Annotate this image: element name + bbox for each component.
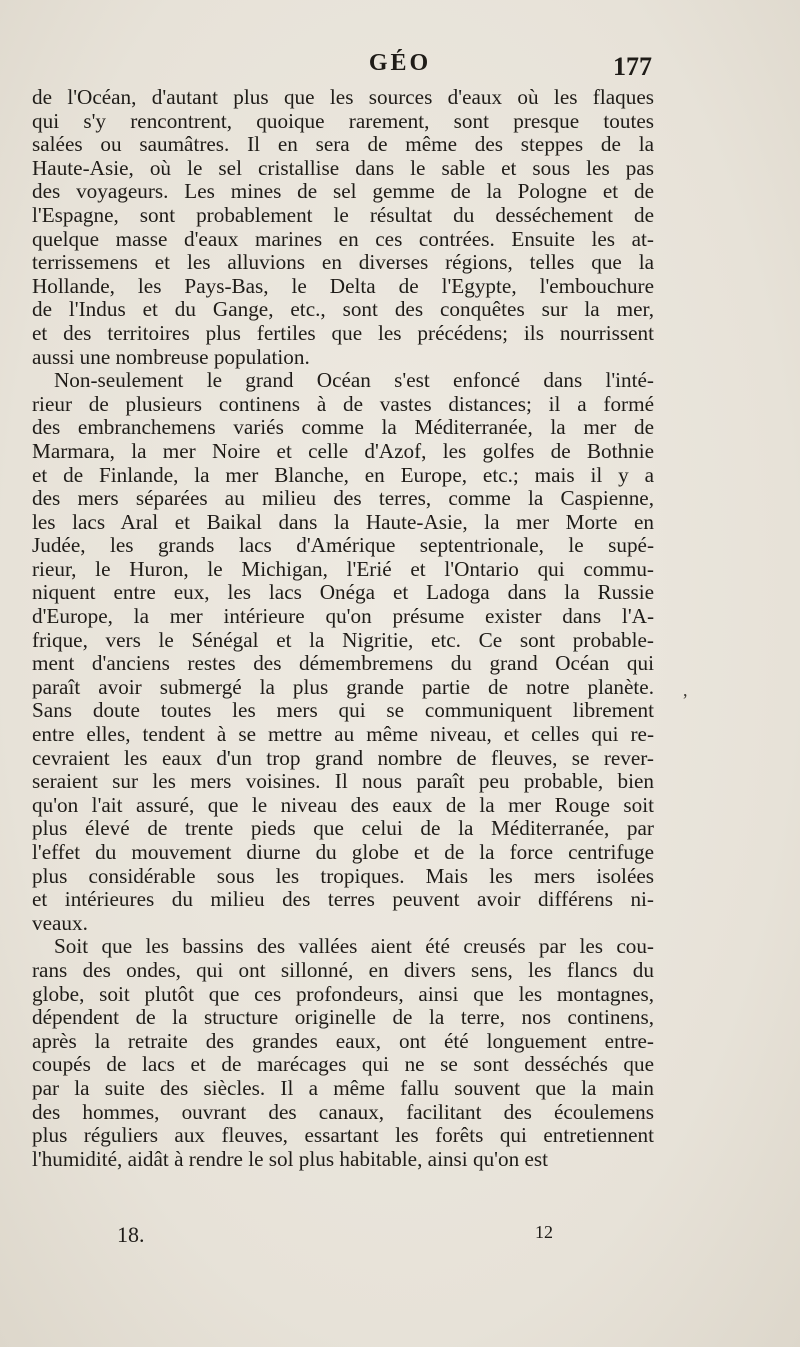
text-line: salées ou saumâtres. Il en sera de même des steppes de la [32,133,654,157]
paragraph-2 [32,369,654,935]
text-line: Hollande, les Pays-Bas, le Delta de l'Egypte, l'embouchure [32,274,654,298]
text-line: ment d'anciens restes des démembremens du grand Océan qui [32,652,654,676]
text-line: de l'Océan, d'autant plus que les sources d'eaux où les flaques [32,86,654,109]
text-line: niquent entre eux, les lacs Onéga et Ladoga dans la Russie [32,581,654,605]
text-line: dépendent de la structure originelle de la terre, nos continens, [32,1006,654,1030]
text-line: de l'Indus et du Gange, etc., sont des conquêtes sur la mer, [32,298,654,322]
text-line: des voyageurs. Les mines de sel gemme de la Pologne et de [32,180,654,204]
body-text [32,86,654,1171]
signature-mark: 18. [117,1222,145,1247]
text-line: et des territoires plus fertiles que les précédens; ils nourrissent [32,321,654,345]
paragraph-1 [32,86,654,369]
text-line: entre elles, tendent à se mettre au même niveau, et celles qui re- [32,723,654,747]
text-line: plus considérable sous les tropiques. Mais les mers isolées [32,864,654,888]
text-line: aussi une nombreuse population. [32,345,310,369]
text-line: rieur, le Huron, le Michigan, l'Erié et l'Ontario qui commu- [32,557,654,581]
text-line: des embranchemens variés comme la Méditerranée, la mer de [32,416,654,440]
text-line: d'Europe, la mer intérieure qu'on présume exister dans l'A- [32,605,654,629]
text-line: des hommes, ouvrant des canaux, facilitant des écoulemens [32,1100,654,1124]
text-line: l'Espagne, sont probablement le résultat du desséchement de [32,203,654,227]
text-line: Non-seulement le grand Océan s'est enfoncé dans l'inté- [54,369,654,393]
text-line: l'effet du mouvement diurne du globe et de la force centrifuge [32,841,654,864]
text-line: quelque masse d'eaux marines en ces contrées. Ensuite les at- [32,227,654,251]
text-line: qui s'y rencontrent, quoique rarement, sont presque toutes [32,109,654,133]
running-title: GÉO [368,50,432,76]
text-line: après la retraite des grandes eaux, ont été longuement entre- [32,1029,654,1053]
page-number: 177 [613,52,652,81]
text-line: paraît avoir submergé la plus grande partie de notre planète. [32,675,654,699]
text-line: globe, soit plutôt que ces profondeurs, ainsi que les montagnes, [32,982,654,1006]
gathering-number: 12 [535,1222,553,1242]
margin-mark: , [683,680,688,700]
text-line: qu'on l'ait assuré, que le niveau des eaux de la mer Rouge soit [32,793,654,817]
text-line: et de Finlande, la mer Blanche, en Europe, etc.; mais il y a [32,463,654,487]
text-line: coupés de lacs et de marécages qui ne se sont desséchés que [32,1053,654,1077]
text-line: Judée, les grands lacs d'Amérique septentrionale, le supé- [32,534,654,558]
text-line: cevraient les eaux d'un trop grand nombre de fleuves, se rever- [32,746,654,770]
text-line: l'humidité, aidât à rendre le sol plus habitable, ainsi qu'on est [32,1147,549,1171]
text-line: par la suite des siècles. Il a même fallu souvent que la main [32,1076,654,1100]
text-line: Soit que les bassins des vallées aient été creusés par les cou- [54,935,654,959]
text-line: Haute-Asie, où le sel cristallise dans le sable et sous les pas [32,156,654,180]
text-line: les lacs Aral et Baikal dans la Haute-Asie, la mer Morte en [32,510,654,534]
text-line: rans des ondes, qui ont sillonné, en divers sens, les flancs du [32,958,654,982]
text-line: rieur de plusieurs continens à de vastes distances; il a formé [32,392,654,416]
text-line: et intérieures du milieu des terres peuvent avoir différens ni- [32,888,654,912]
paragraph-3 [32,935,654,1171]
running-head [0,50,800,84]
text-line: plus réguliers aux fleuves, essartant les forêts qui entretiennent [32,1124,654,1148]
page-footer [0,1222,800,1252]
text-line: Sans doute toutes les mers qui se communiquent librement [32,699,654,723]
text-line: Marmara, la mer Noire et celle d'Azof, les golfes de Bothnie [32,439,654,463]
text-line: veaux. [32,911,88,935]
text-line: plus élevé de trente pieds que celui de la Méditerranée, par [32,817,654,841]
text-line: frique, vers le Sénégal et la Nigritie, etc. Ce sont probable- [32,628,654,652]
text-line: terrissemens et les alluvions en diverses régions, telles que la [32,251,654,275]
text-line: des mers séparées au milieu des terres, comme la Caspienne, [32,487,654,511]
text-line: seraient sur les mers voisines. Il nous paraît peu probable, bien [32,770,654,794]
